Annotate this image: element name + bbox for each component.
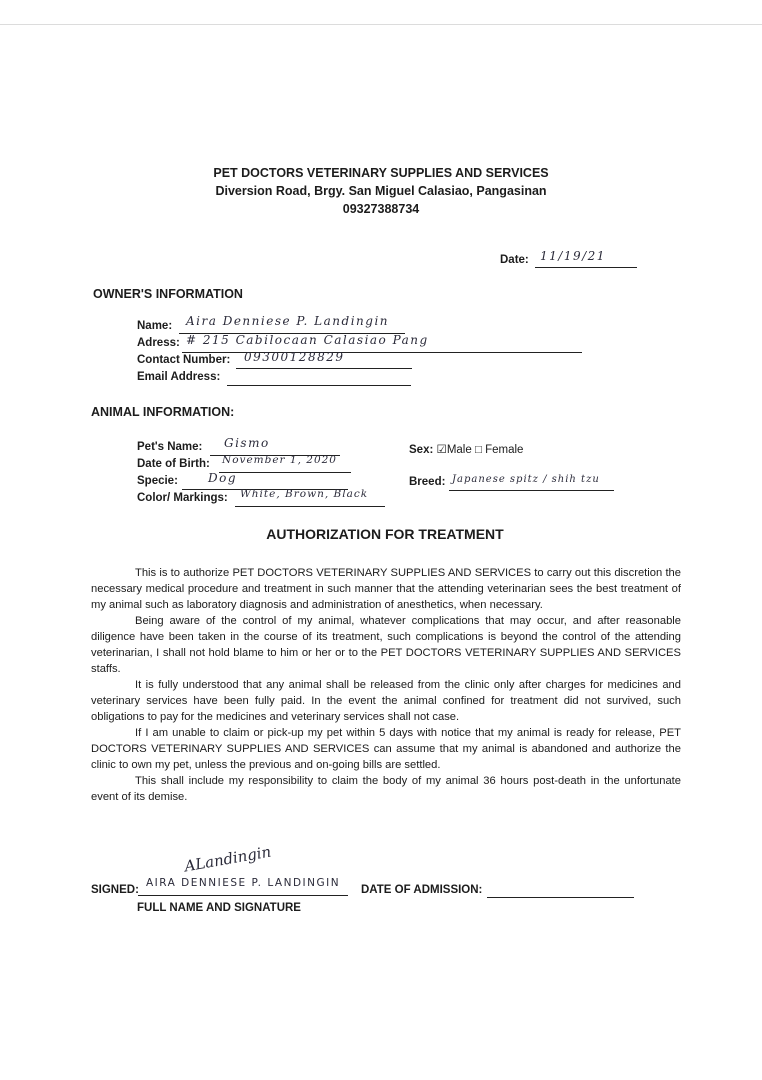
owner-email-label: Email Address: — [137, 371, 221, 383]
owner-contact-line — [236, 368, 412, 369]
authorization-title: AUTHORIZATION FOR TREATMENT — [266, 526, 504, 542]
sex-field — [409, 442, 523, 456]
pet-name-value: Gismo — [224, 436, 270, 450]
dob-value: November 1, 2020 — [222, 454, 337, 466]
sex-female-option: Female — [485, 444, 524, 456]
authorization-paragraph: This is to authorize PET DOCTORS VETERINARY SUPPLIES AND SERVICES to carry out this discretion the necessary medical procedure and treatment in such manner that the attending veterinarian sees the best treatment of my animal such as laboratory diagnosis and administration of anesthetics, when necessary. — [91, 567, 681, 611]
signature-line — [138, 895, 348, 896]
scan-edge-line — [0, 24, 762, 25]
handwritten-signature: ALandingin — [183, 842, 273, 876]
sex-male-checkbox[interactable]: ☑ — [436, 444, 447, 456]
owner-email-line — [227, 385, 411, 386]
owner-name-value: Aira Denniese P. Landingin — [186, 314, 390, 328]
sex-label: Sex: — [409, 444, 434, 456]
dob-label: Date of Birth: — [137, 458, 210, 470]
owner-address-value: # 215 Cabilocaan Calasiao Pang — [186, 333, 429, 347]
authorization-paragraph: This shall include my responsibility to claim the body of my animal 36 hours post-death in the unfortunate event of its demise. — [91, 775, 681, 803]
admission-date-label: DATE OF ADMISSION: — [361, 884, 483, 896]
breed-label: Breed: — [409, 476, 446, 488]
date-value: 11/19/21 — [540, 249, 606, 263]
breed-value: Japanese spitz / shih tzu — [452, 474, 600, 485]
specie-value: Dog — [208, 471, 238, 485]
owner-name-label: Name: — [137, 320, 173, 332]
dob-line — [219, 472, 351, 473]
authorization-paragraph: It is fully understood that any animal shall be released from the clinic only after charges for medicines and veterinary services have been fully paid. In the event the animal confined for treatment did not survived, such obligations to pay for the medicines and veterinary services shall not case. — [91, 679, 681, 723]
signer-full-name: AIRA DENNIESE P. LANDINGIN — [146, 877, 341, 889]
authorization-paragraph: If I am unable to claim or pick-up my pet within 5 days with notice that my animal is ready for release, PET DOCTORS VETERINARY SUPPLIES AND SERVICES can assume that my animal is abandoned and authorize the clinic to own my pet, unless the previous and on-going bills are settled. — [91, 727, 681, 771]
signature-caption: FULL NAME AND SIGNATURE — [137, 902, 301, 914]
owner-section-heading: OWNER'S INFORMATION — [93, 287, 243, 301]
clinic-phone: 09327388734 — [342, 202, 420, 216]
owner-contact-value: 09300128829 — [244, 350, 345, 364]
date-label: Date: — [500, 254, 529, 266]
clinic-address: Diversion Road, Brgy. San Miguel Calasiao, Pangasinan — [215, 184, 547, 198]
color-label: Color/ Markings: — [137, 492, 228, 504]
date-line — [535, 267, 637, 268]
sex-male-option: Male — [446, 444, 472, 456]
admission-date-line — [487, 897, 634, 898]
color-line — [235, 506, 385, 507]
specie-label: Specie: — [137, 475, 178, 487]
breed-line — [449, 490, 614, 491]
owner-address-label: Adress: — [137, 337, 180, 349]
sex-female-checkbox[interactable]: □ — [474, 444, 482, 456]
signed-label: SIGNED: — [91, 884, 139, 896]
owner-address-line — [182, 352, 582, 353]
owner-contact-label: Contact Number: — [137, 354, 231, 366]
pet-name-label: Pet's Name: — [137, 441, 203, 453]
authorization-body — [91, 565, 681, 805]
animal-section-heading: ANIMAL INFORMATION: — [91, 405, 235, 419]
clinic-name: PET DOCTORS VETERINARY SUPPLIES AND SERVICES — [213, 166, 549, 180]
color-value: White, Brown, Black — [240, 488, 369, 500]
authorization-paragraph: Being aware of the control of my animal, whatever complications that may occur, and after reasonable diligence have been taken in the course of its treatment, such complications is beyond the control of the attending veterinarian, I shall not hold blame to him or her or to the PET DOCTORS VETERINARY SUPPLIES AND SERVICES staffs. — [91, 615, 681, 675]
